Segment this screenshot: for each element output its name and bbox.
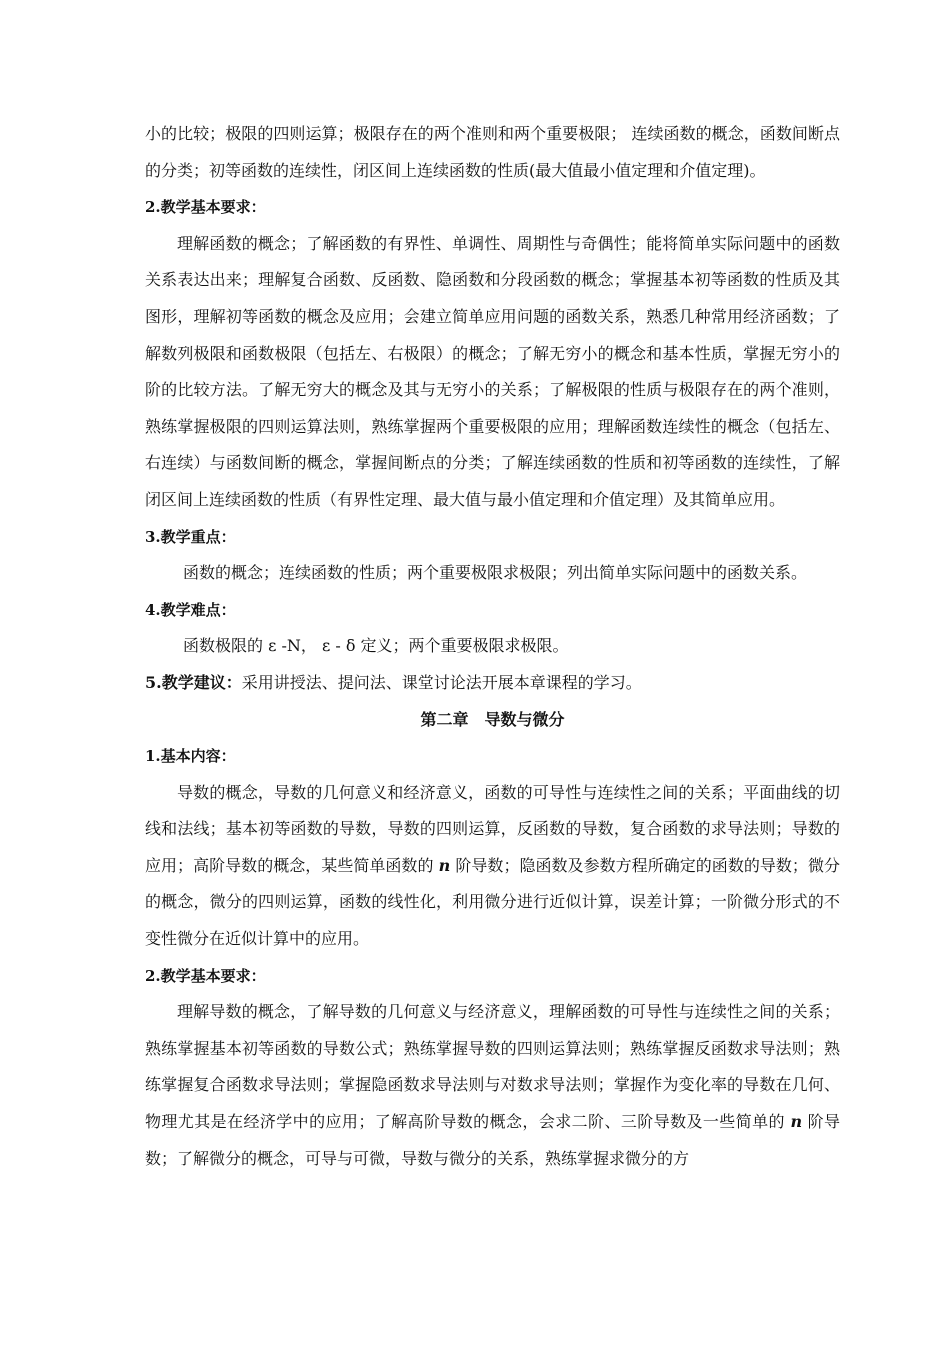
ch1-suggestion-heading: 5.教学建议： bbox=[145, 672, 242, 692]
ch1-suggestion-line bbox=[145, 665, 840, 702]
ch2-content-n-symbol: n bbox=[438, 855, 451, 875]
document-page bbox=[145, 116, 840, 1177]
ch1-key-points-text: 函数的概念；连续函数的性质；两个重要极限求极限；列出简单实际问题中的函数关系。 bbox=[183, 563, 808, 583]
ch2-requirements-n-symbol: n bbox=[790, 1112, 803, 1132]
ch2-content-heading: 1.基本内容： bbox=[145, 747, 236, 766]
chapter-2-title: 第二章 导数与微分 bbox=[420, 709, 565, 729]
ch2-content-text bbox=[145, 775, 840, 958]
ch2-requirements-text-b: 阶导数；了解微分的概念，可导与可微，导数与微分的关系，熟练掌握求微分的方 bbox=[145, 1112, 840, 1168]
ch1-key-points-heading: 3.教学重点： bbox=[145, 527, 236, 546]
ch1-difficulties-text: 函数极限的 ε -N， ε - δ 定义；两个重要极限求极限。 bbox=[183, 636, 569, 656]
ch1-requirements-text: 理解函数的概念；了解函数的有界性、单调性、周期性与奇偶性；能将简单实际问题中的函数关系表达出来；理解复合函数、反函数、隐函数和分段函数的概念；掌握基本初等函数的性质及其图形，理解初等函数的概念及应用；会建立简单应用问题的函数关系，熟悉几种常用经济函数；了解数列极限和函数极限（包括左、右极限）的概念；了解无穷小的概念和基本性质，掌握无穷小的阶的比较方法。了解无穷大的概念及其与无穷小的关系；了解极限的性质与极限存在的两个准则，熟练掌握极限的四则运算法则，熟练掌握两个重要极限的应用；理解函数连续性的概念（包括左、右连续）与函数间断的概念，掌握间断点的分类；了解连续函数的性质和初等函数的连续性，了解闭区间上连续函数的性质（有界性定理、最大值与最小值定理和介值定理）及其简单应用。 bbox=[145, 233, 840, 509]
ch2-content-text-b: 阶导数；隐函数及参数方程所确定的函数的导数；微分的概念，微分的四则运算，函数的线性化，利用微分进行近似计算，误差计算；一阶微分形式的不变性微分在近似计算中的应用。 bbox=[145, 855, 840, 949]
ch1-requirements-heading: 2.教学基本要求： bbox=[145, 198, 266, 217]
ch1-suggestion-text: 采用讲授法、提问法、课堂讨论法开展本章课程的学习。 bbox=[241, 672, 642, 692]
ch2-requirements-text bbox=[145, 994, 840, 1177]
ch2-requirements-text-a: 理解导数的概念，了解导数的几何意义与经济意义，理解函数的可导性与连续性之间的关系；熟练掌握基本初等函数的导数公式；熟练掌握导数的四则运算法则；熟练掌握反函数求导法则；熟练掌握复合函数求导法则；掌握隐函数求导法则与对数求导法则；掌握作为变化率的导数在几何、物理尤其是在经济学中的应用；了解高阶导数的概念，会求二阶、三阶导数及一些简单的 bbox=[145, 1002, 840, 1132]
ch1-difficulties-heading: 4.教学难点： bbox=[145, 600, 236, 619]
intro-paragraph: 小的比较；极限的四则运算；极限存在的两个准则和两个重要极限； 连续函数的概念，函数间断点的分类；初等函数的连续性，闭区间上连续函数的性质(最大值最小值定理和介值定理)。 bbox=[145, 124, 840, 180]
ch2-requirements-heading: 2.教学基本要求： bbox=[145, 966, 266, 985]
ch2-content-text-a: 导数的概念，导数的几何意义和经济意义，函数的可导性与连续性之间的关系；平面曲线的切线和法线；基本初等函数的导数，导数的四则运算，反函数的导数，复合函数的求导法则；导数的应用；高阶导数的概念，某些简单函数的 bbox=[145, 782, 840, 875]
